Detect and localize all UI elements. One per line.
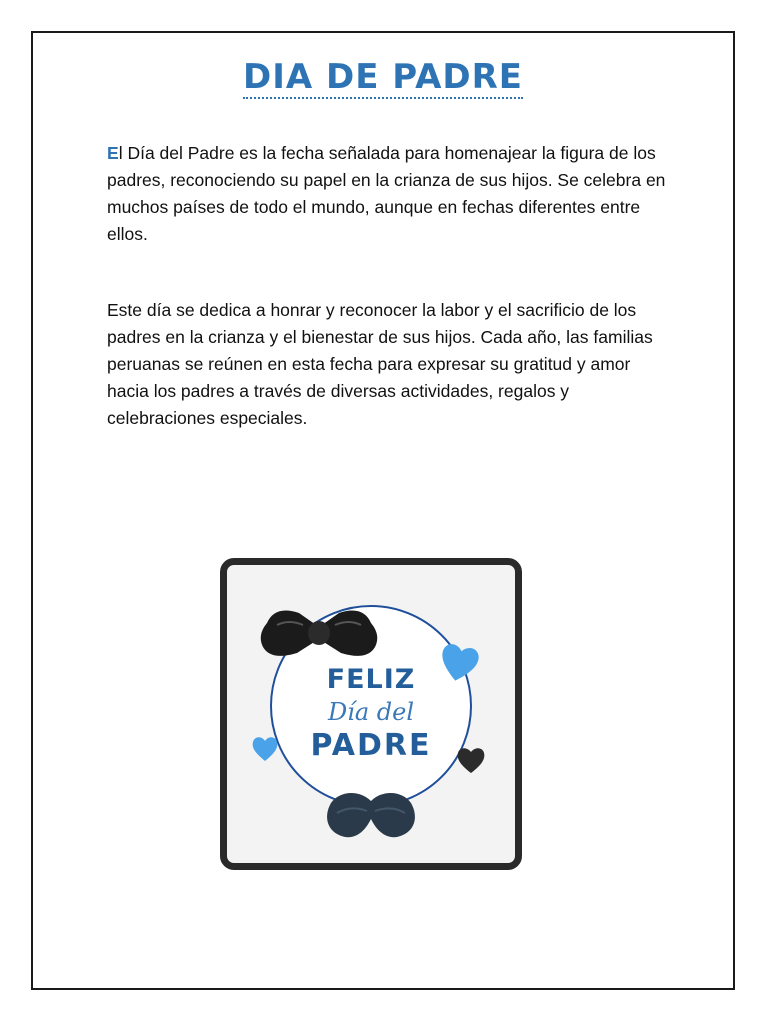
fathers-day-image [220,558,522,870]
card-dia-del-text: Día del [327,698,415,726]
paragraph-details: Este día se dedica a honrar y reconocer la labor y el sacrificio de los padres en la crianza y el bienestar de sus hijos. Cada año, las familias peruanas se reúnen en esta fecha para expresar su gratitud y amor hacia los padres a través de diversas actividades, regalos y celebraciones especiales. [107,300,653,428]
document-page [31,31,735,990]
paragraph-intro [107,140,667,248]
document-title [33,55,733,99]
card-feliz-text: FELIZ [326,664,416,695]
paragraph-initial-letter: E [107,143,119,163]
document-title-text: DIA DE PADRE [242,57,524,97]
card-padre-text: PADRE [310,728,432,763]
paragraph-intro-text: l Día del Padre es la fecha señalada para homenajear la figura de los padres, reconociendo su papel en la crianza de sus hijos. Se celebra en muchos países de todo el mundo, aunque en fechas diferentes entre ellos. [107,143,666,244]
